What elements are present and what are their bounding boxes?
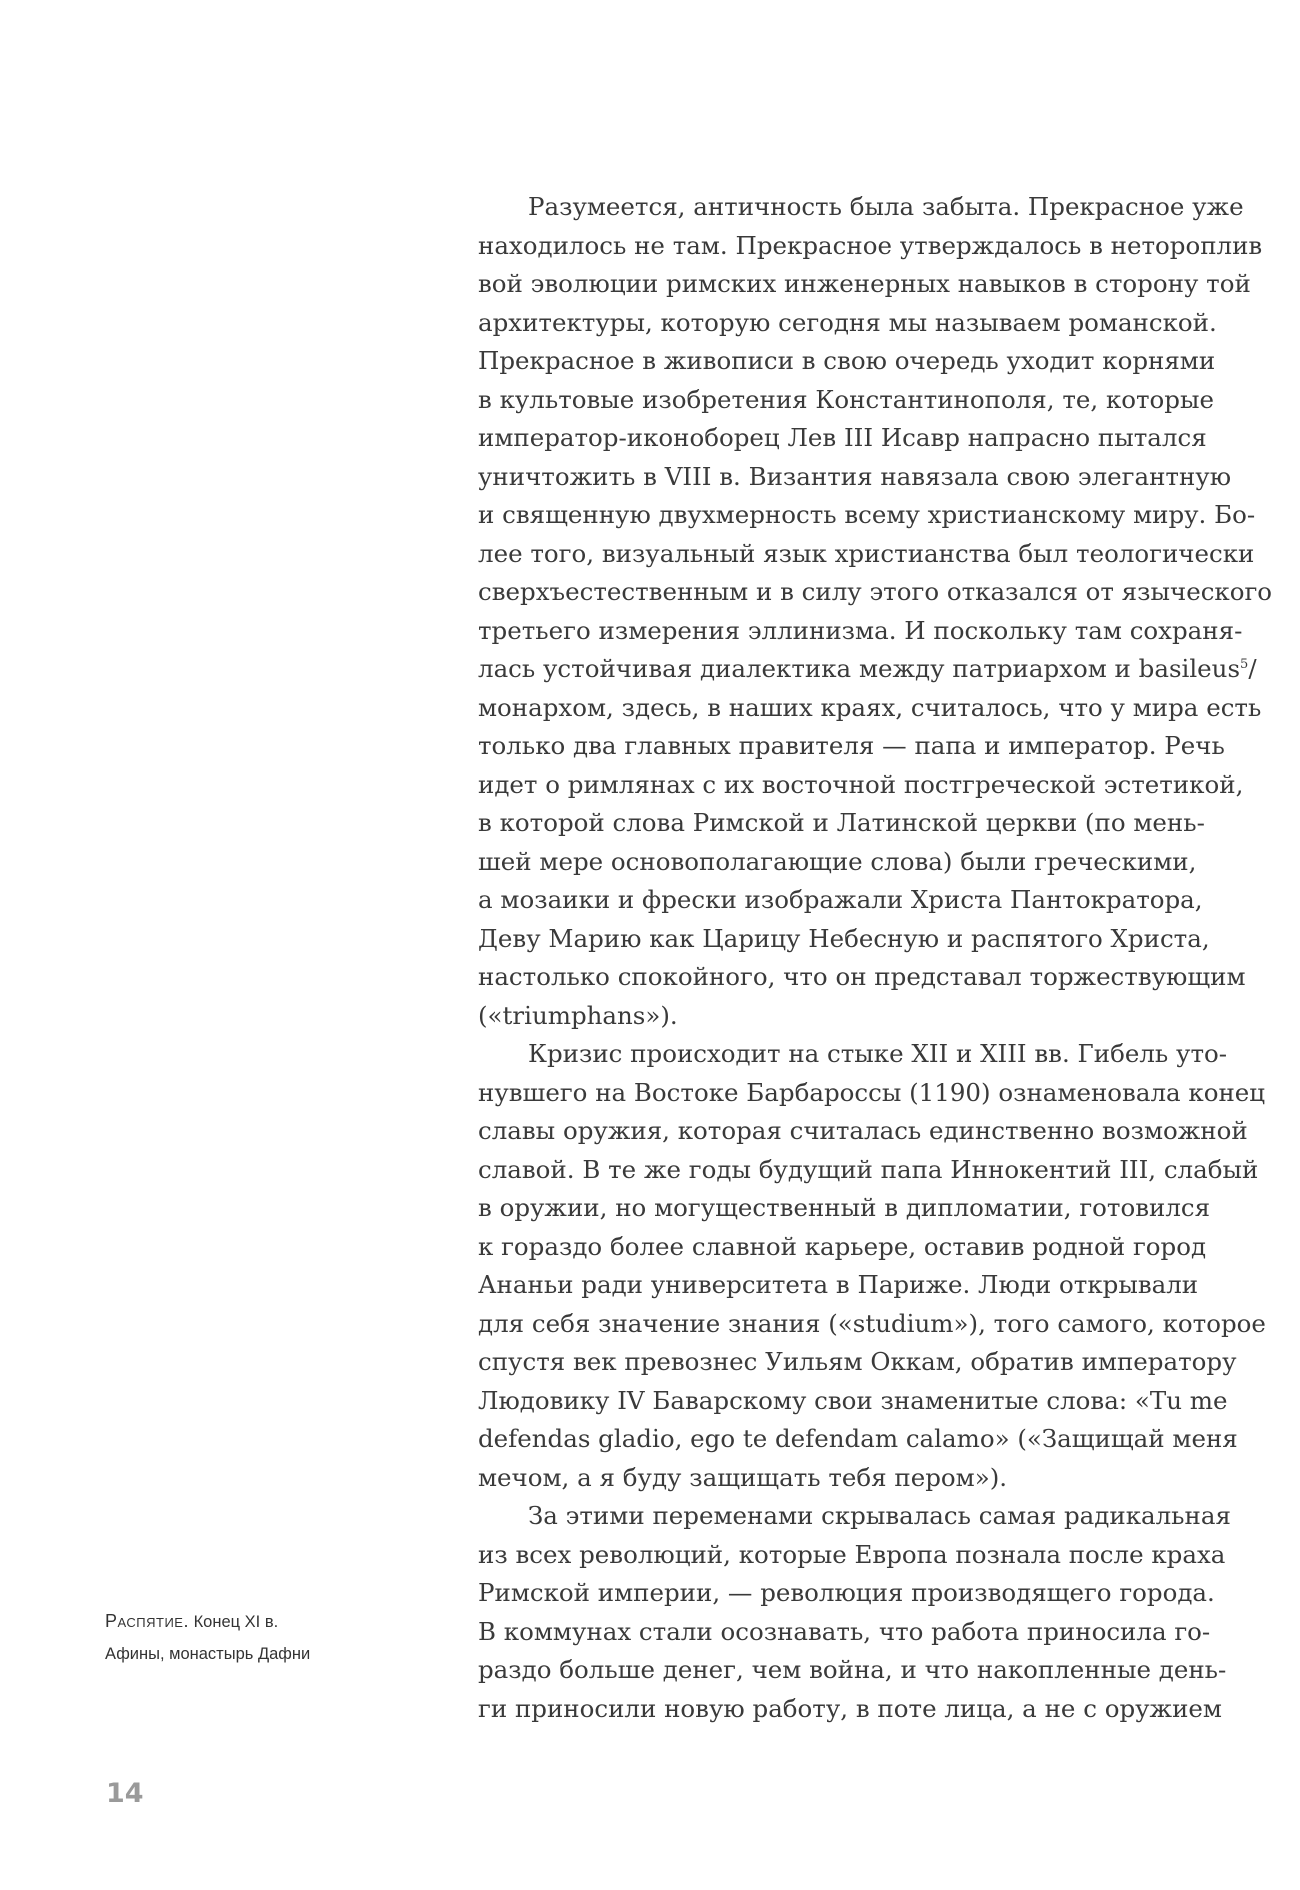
text-line: архитектуры, которую сегодня мы называем романской.	[478, 307, 1217, 337]
text-line: раздо больше денег, чем война, и что накопленные день-	[478, 1655, 1227, 1684]
text-line: мечом, а я буду защищать тебя пером»).	[478, 1462, 1008, 1492]
text-line: настолько спокойного, что он представал торжествующим	[478, 962, 1246, 991]
text-line: находилось не там. Прекрасное утверждалось в нетороплив	[478, 230, 1263, 260]
text-line: defendas gladio, ego te defendam calamo» («Защищай меня	[478, 1424, 1238, 1453]
text-line: уничтожить в VIII в. Византия навязала свою элегантную	[478, 461, 1232, 491]
text-line: («triumphans»).	[478, 1000, 678, 1030]
text-line: ги приносили новую работу, в поте лица, а не с оружием	[478, 1693, 1222, 1723]
main-text-column	[478, 188, 1273, 1728]
text-line: в культовые изобретения Константинополя, те, которые	[478, 384, 1214, 414]
page-number: 14	[106, 1778, 144, 1809]
text-line: император-иконоборец Лев III Исавр напрасно пытался	[478, 423, 1207, 452]
text-segment: лась устойчивая диалектика между патриархом и basileus	[478, 654, 1241, 683]
text-line: Прекрасное в живописи в свою очередь уходит корнями	[478, 346, 1216, 375]
text-line: из всех революций, которые Европа познала после краха	[478, 1539, 1226, 1569]
text-line: и священную двухмерность всему христианскому миру. Бо-	[478, 500, 1256, 529]
text-line-with-footnote	[478, 650, 1257, 689]
text-line: нувшего на Востоке Барбароссы (1190) ознаменовала конец	[478, 1077, 1266, 1107]
text-line: для себя значение знания («studium»), того самого, которое	[478, 1308, 1266, 1338]
caption-date: Конец XI в.	[193, 1613, 279, 1631]
text-line: Римской империи, — революция производящего города.	[478, 1578, 1215, 1607]
caption-location: Афины, монастырь Дафни	[105, 1645, 311, 1663]
text-line: В коммунах стали осознавать, что работа приносила го-	[478, 1616, 1211, 1646]
text-line: Кризис происходит на стыке XII и XIII вв. Гибель уто-	[528, 1039, 1228, 1068]
text-line: третьего измерения эллинизма. И поскольку там сохраня-	[478, 615, 1243, 645]
text-line: Разумеется, античность была забыта. Прекрасное уже	[528, 192, 1244, 221]
text-line: сверхъестественным и в силу этого отказался от языческого	[478, 577, 1273, 606]
text-line: Ананьи ради университета в Париже. Люди открывали	[478, 1270, 1199, 1299]
text-line: славы оружия, которая считалась единственно возможной	[478, 1116, 1248, 1145]
text-segment: /	[1248, 654, 1257, 683]
text-line: За этими переменами скрывалась самая радикальная	[528, 1501, 1231, 1530]
text-line: Людовику IV Баварскому свои знаменитые слова: «Tu me	[478, 1385, 1228, 1415]
text-line: вой эволюции римских инженерных навыков в сторону той	[478, 269, 1251, 298]
text-line: идет о римлянах с их восточной постгреческой эстетикой,	[478, 769, 1244, 799]
text-line: к гораздо более славной карьере, оставив родной город	[478, 1231, 1207, 1261]
text-line: в которой слова Римской и Латинской церкви (по мень-	[478, 808, 1205, 837]
text-line: в оружии, но могущественный в дипломатии, готовился	[478, 1193, 1211, 1222]
text-line: славой. В те же годы будущий папа Иннокентий III, слабый	[478, 1154, 1259, 1184]
text-line: монархом, здесь, в наших краях, считалось, что у мира есть	[478, 692, 1262, 722]
text-line: а мозаики и фрески изображали Христа Пантократора,	[478, 885, 1203, 914]
text-line: лее того, визуальный язык христианства был теологически	[478, 538, 1255, 568]
caption-title: Распятие.	[105, 1611, 189, 1631]
image-caption	[105, 1605, 365, 1670]
footnote-marker[interactable]: 5	[1240, 656, 1249, 672]
text-line: Деву Марию как Царицу Небесную и распятого Христа,	[478, 923, 1210, 953]
text-line: спустя век превознес Уильям Оккам, обратив императору	[478, 1347, 1237, 1376]
caption-line-1	[105, 1605, 365, 1638]
text-line: только два главных правителя — папа и император. Речь	[478, 731, 1225, 760]
text-line: шей мере основополагающие слова) были греческими,	[478, 846, 1197, 876]
